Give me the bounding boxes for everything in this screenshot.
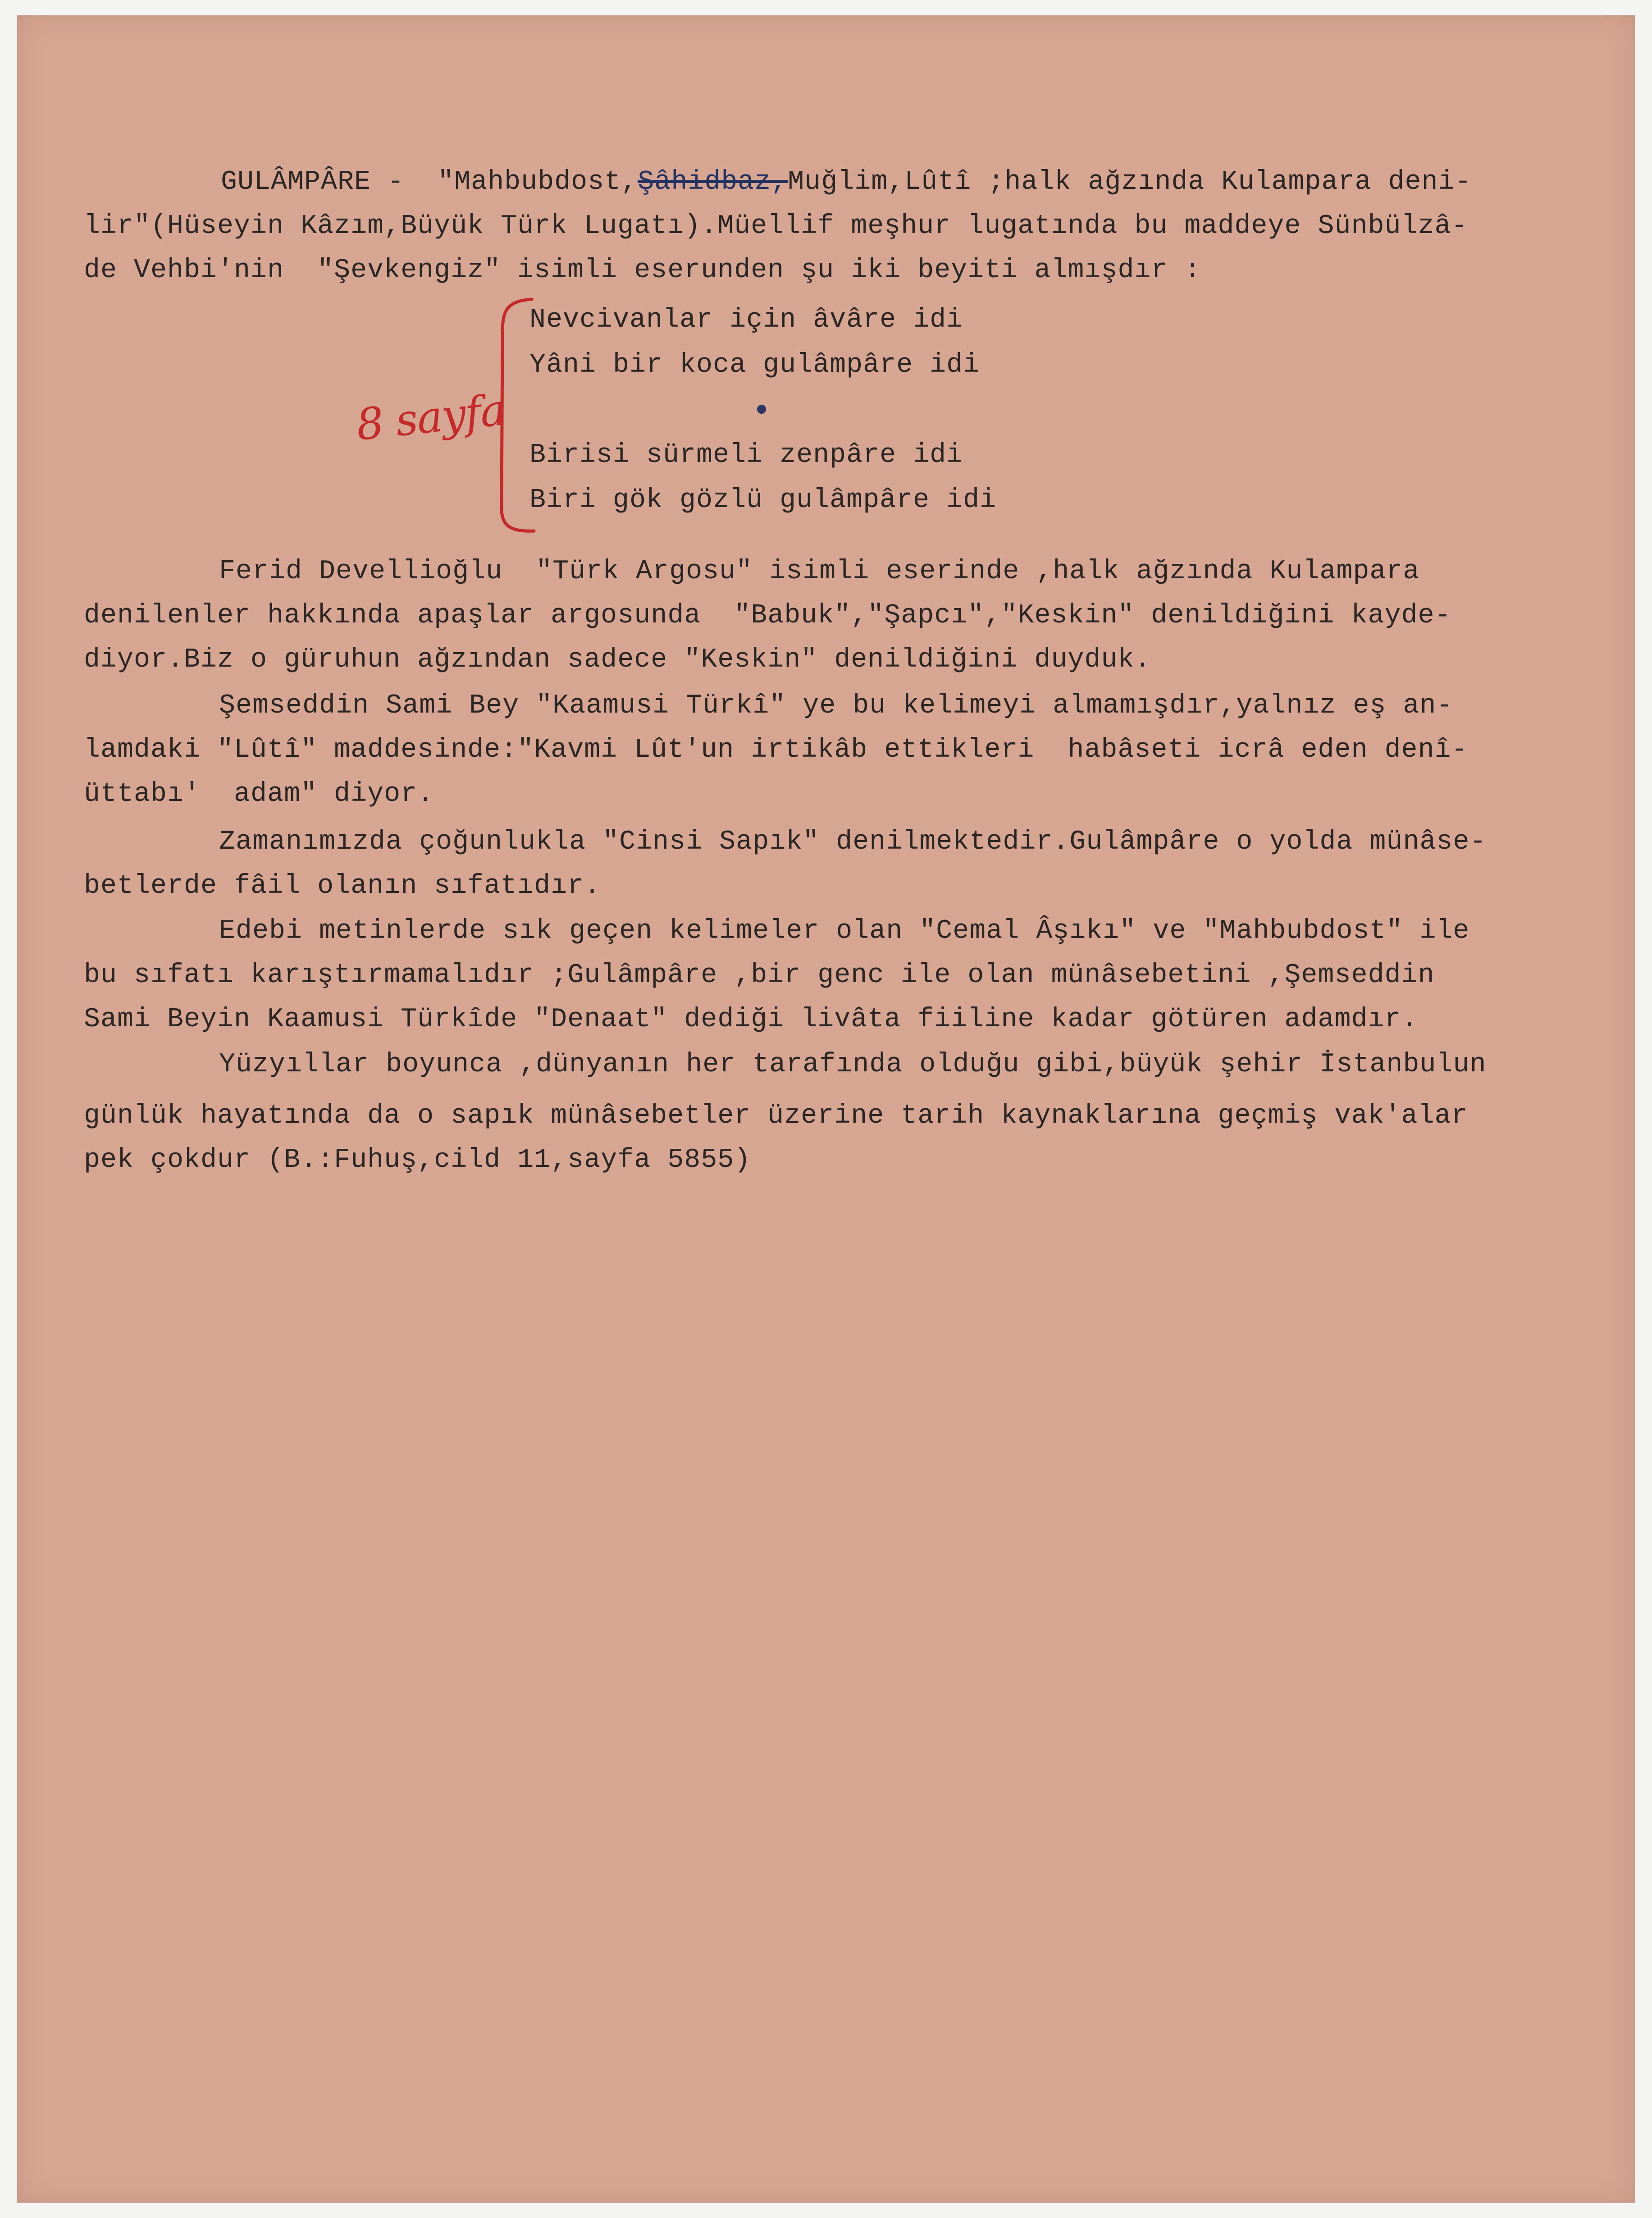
paragraph-line-6: üttabı' adam" diyor. — [84, 779, 434, 809]
entry-line-2: lir"(Hüseyin Kâzım,Büyük Türk Lugatı).Müellif meşhur lugatında bu maddeye Sünbülzâ- — [84, 211, 1468, 242]
paragraph-line-2: denilenler hakkında apaşlar argosunda "Babuk","Şapcı","Keskin" denildiğini kayde- — [84, 600, 1451, 631]
paragraph-line-5: lamdaki "Lûtî" maddesinde:"Kavmi Lût'un irtikâb ettikleri habâseti icrâ eden denî- — [84, 735, 1468, 765]
poem-line-4: Biri gök gözlü gulâmpâre idi — [529, 485, 997, 516]
paragraph-line-3: diyor.Biz o güruhun ağzından sadece "Keskin" denildiğini duyduk. — [84, 645, 1151, 675]
paragraph-line-8: betlerde fâil olanın sıfatıdır. — [84, 871, 601, 901]
paragraph-line-10: bu sıfatı karıştırmamalıdır ;Gulâmpâre ,bir genc ile olan münâsebetini ,Şemseddin — [84, 960, 1435, 991]
struck-word: Şâhidbaz, — [638, 167, 788, 197]
poem-line-2: Yâni bir koca gulâmpâre idi — [529, 350, 980, 380]
paragraph-line-12: Yüzyıllar boyunca ,dünyanın her tarafında olduğu gibi,büyük şehir İstanbulun — [219, 1049, 1487, 1080]
poem-line-3: Birisi sürmeli zenpâre idi — [529, 440, 963, 471]
page-count-annotation: 8 sayfa — [354, 384, 508, 450]
entry-line1-pre: "Mahbubdost, — [438, 167, 638, 197]
entry-line-1 — [221, 166, 1472, 198]
paragraph-line-14: pek çokdur (B.:Fuhuş,cild 11,sayfa 5855) — [84, 1145, 751, 1175]
paragraph-line-9: Edebi metinlerde sık geçen kelimeler olan "Cemal Âşıkı" ve "Mahbubdost" ile — [219, 916, 1470, 947]
paragraph-line-11: Sami Beyin Kaamusi Türkîde "Denaat" dediği livâta fiiline kadar götüren adamdır. — [84, 1004, 1418, 1035]
entry-line1-post: Muğlim,Lûtî ;halk ağzında Kulampara deni- — [788, 167, 1472, 197]
paragraph-line-1: Ferid Devellioğlu "Türk Argosu" isimli eserinde ,halk ağzında Kulampara — [219, 556, 1420, 587]
paragraph-line-13: günlük hayatında da o sapık münâsebetler üzerine tarih kaynaklarına geçmiş vak'alar — [84, 1101, 1468, 1131]
poem-line-1: Nevcivanlar için âvâre idi — [529, 305, 963, 335]
headword: GULÂMPÂRE — [221, 167, 371, 197]
paragraph-line-7: Zamanımızda çoğunlukla "Cinsi Sapık" denilmektedir.Gulâmpâre o yolda münâse- — [219, 827, 1487, 857]
headword-dash: - — [388, 167, 405, 197]
paragraph-line-4: Şemseddin Sami Bey "Kaamusi Türkî" ye bu kelimeyi almamışdır,yalnız eş an- — [219, 691, 1453, 721]
ink-dot — [757, 405, 766, 414]
entry-line-3: de Vehbi'nin "Şevkengiz" isimli eserunden şu iki beyiti almışdır : — [84, 255, 1201, 286]
